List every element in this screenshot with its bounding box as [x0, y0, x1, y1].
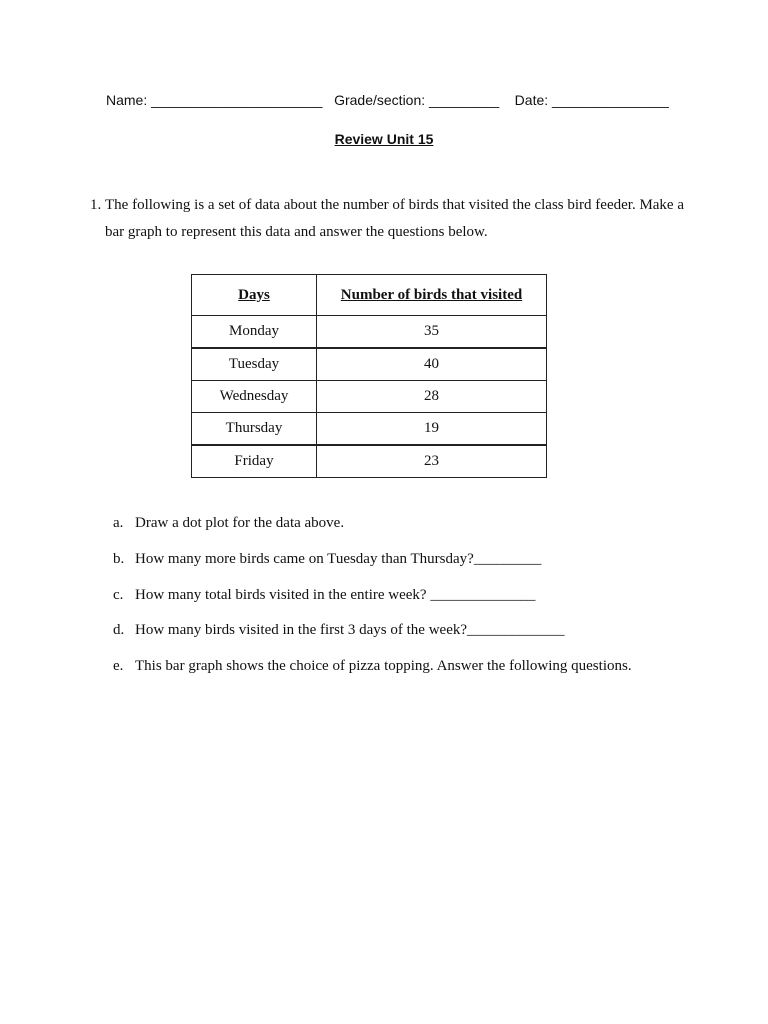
- header-fields: [106, 92, 669, 108]
- subquestion-e: [113, 658, 632, 675]
- page-title: Review Unit 15: [334, 131, 434, 147]
- table-cell-count: 40: [317, 348, 547, 381]
- table-row: [192, 445, 547, 478]
- subquestion-a: [113, 515, 344, 532]
- subquestion-letter: e.: [113, 658, 124, 674]
- table-header-days: Days: [192, 275, 317, 316]
- table-cell-count: 23: [317, 445, 547, 478]
- subquestion-letter: c.: [113, 587, 124, 603]
- table-cell-day: Tuesday: [192, 348, 317, 381]
- table-cell-count: 28: [317, 381, 547, 413]
- subquestion-letter: d.: [113, 622, 125, 638]
- table-cell-day: Wednesday: [192, 381, 317, 413]
- question-1-number: 1.: [90, 197, 102, 213]
- subquestion-letter: a.: [113, 515, 124, 531]
- name-field-label: Name: ______________________: [106, 92, 323, 108]
- subquestion-text: Draw a dot plot for the data above.: [135, 515, 345, 531]
- question-1-text: The following is a set of data about the number of birds that visited the class bird feeder. Make a bar graph to represent this data and answer the questions below.: [105, 197, 685, 240]
- date-field-label: Date: _______________: [514, 92, 669, 108]
- subquestion-text: How many birds visited in the first 3 days of the week?_____________: [135, 622, 565, 638]
- table-cell-day: Monday: [192, 316, 317, 349]
- subquestion-letter: b.: [113, 551, 125, 567]
- table-row: [192, 316, 547, 349]
- subquestion-d: [113, 622, 565, 639]
- table-cell-count: 19: [317, 413, 547, 446]
- table-cell-count: 35: [317, 316, 547, 349]
- table-cell-day: Friday: [192, 445, 317, 478]
- subquestion-b: [113, 551, 541, 568]
- table-cell-day: Thursday: [192, 413, 317, 446]
- table-header-row: [192, 275, 547, 316]
- table-row: [192, 381, 547, 413]
- grade-section-field-label: Grade/section: _________: [334, 92, 500, 108]
- subquestion-c: [113, 587, 535, 604]
- birds-data-table: [191, 274, 547, 478]
- table-row: [192, 348, 547, 381]
- subquestion-text: How many total birds visited in the entire week? ______________: [135, 587, 536, 603]
- subquestion-text: How many more birds came on Tuesday than Thursday?_________: [135, 551, 542, 567]
- question-1: [90, 192, 690, 246]
- subquestion-text: This bar graph shows the choice of pizza topping. Answer the following questions.: [135, 658, 632, 674]
- table-header-birds: Number of birds that visited: [317, 275, 547, 316]
- table-row: [192, 413, 547, 446]
